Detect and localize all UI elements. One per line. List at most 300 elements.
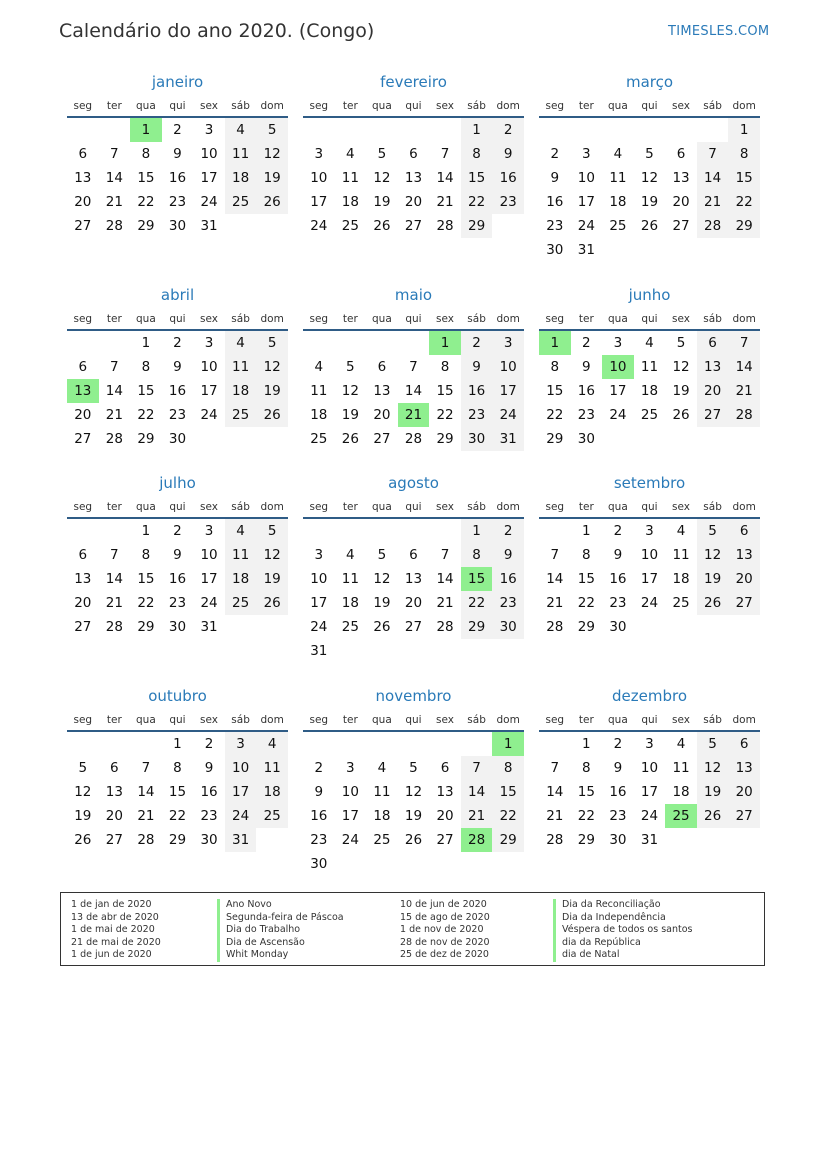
day-cell[interactable]: 23 (310, 832, 328, 848)
day-cell[interactable]: 18 (609, 194, 627, 210)
day-cell[interactable]: 24 (310, 619, 328, 635)
day-cell[interactable]: 30 (492, 615, 524, 639)
day-cell[interactable]: 15 (168, 784, 187, 800)
day-cell[interactable]: 27 (105, 832, 123, 848)
day-cell[interactable]: 14 (105, 170, 123, 186)
day-cell[interactable]: 18 (640, 383, 659, 399)
day-cell[interactable]: 6 (78, 547, 88, 563)
day-cell[interactable]: 20 (404, 595, 423, 611)
day-cell[interactable]: 25 (341, 218, 359, 234)
day-cell[interactable]: 17 (310, 194, 328, 210)
day-cell[interactable]: 6 (78, 359, 88, 375)
day-cell[interactable]: 10 (640, 760, 659, 776)
day-cell[interactable]: 6 (409, 146, 418, 162)
day-cell[interactable]: 30 (577, 431, 595, 447)
day-cell[interactable]: 4 (346, 547, 355, 563)
day-cell[interactable]: 18 (256, 780, 288, 804)
day-cell[interactable]: 4 (645, 335, 654, 351)
day-cell[interactable]: 10 (200, 146, 218, 162)
holiday-day-cell[interactable]: 1 (492, 732, 524, 756)
day-cell[interactable]: 13 (404, 571, 423, 587)
day-cell[interactable]: 5 (377, 547, 387, 563)
day-cell[interactable]: 2 (550, 146, 560, 162)
day-cell[interactable]: 24 (577, 218, 595, 234)
day-cell[interactable]: 26 (404, 832, 423, 848)
day-cell[interactable]: 10 (310, 170, 328, 186)
day-cell[interactable]: 9 (613, 547, 623, 563)
day-cell[interactable]: 21 (105, 595, 123, 611)
day-cell[interactable]: 24 (225, 804, 257, 828)
day-cell[interactable]: 25 (225, 591, 257, 615)
day-cell[interactable]: 15 (546, 383, 564, 399)
day-cell[interactable]: 17 (200, 383, 218, 399)
day-cell[interactable]: 19 (341, 407, 359, 423)
day-cell[interactable]: 23 (168, 595, 187, 611)
day-cell[interactable]: 28 (105, 619, 123, 635)
day-cell[interactable]: 2 (492, 118, 524, 142)
day-cell[interactable]: 24 (341, 832, 359, 848)
day-cell[interactable]: 23 (492, 591, 524, 615)
day-cell[interactable]: 7 (409, 359, 418, 375)
day-cell[interactable]: 9 (173, 547, 182, 563)
day-cell[interactable]: 18 (373, 808, 391, 824)
day-cell[interactable]: 16 (609, 784, 627, 800)
day-cell[interactable]: 23 (168, 194, 187, 210)
day-cell[interactable]: 9 (582, 359, 591, 375)
day-cell[interactable]: 12 (74, 784, 92, 800)
day-cell[interactable]: 7 (550, 547, 560, 563)
day-cell[interactable]: 30 (609, 619, 627, 635)
day-cell[interactable]: 15 (492, 780, 524, 804)
day-cell[interactable]: 3 (204, 122, 214, 138)
day-cell[interactable]: 11 (225, 543, 257, 567)
day-cell[interactable]: 31 (577, 242, 595, 258)
day-cell[interactable]: 22 (461, 591, 493, 615)
day-cell[interactable]: 8 (440, 359, 450, 375)
day-cell[interactable]: 15 (436, 383, 454, 399)
day-cell[interactable]: 30 (168, 619, 187, 635)
day-cell[interactable]: 8 (582, 547, 591, 563)
day-cell[interactable]: 17 (310, 595, 328, 611)
day-cell[interactable]: 5 (697, 732, 729, 756)
day-cell[interactable]: 2 (613, 523, 623, 539)
day-cell[interactable]: 27 (697, 403, 729, 427)
day-cell[interactable]: 7 (440, 547, 450, 563)
day-cell[interactable]: 5 (409, 760, 418, 776)
day-cell[interactable]: 8 (461, 543, 493, 567)
day-cell[interactable]: 24 (200, 595, 218, 611)
day-cell[interactable]: 19 (672, 383, 690, 399)
day-cell[interactable]: 9 (173, 146, 182, 162)
holiday-day-cell[interactable]: 15 (461, 567, 493, 591)
day-cell[interactable]: 30 (310, 856, 328, 872)
day-cell[interactable]: 14 (728, 355, 760, 379)
day-cell[interactable]: 29 (461, 214, 493, 238)
day-cell[interactable]: 3 (314, 146, 324, 162)
day-cell[interactable]: 4 (377, 760, 387, 776)
day-cell[interactable]: 12 (256, 355, 288, 379)
day-cell[interactable]: 29 (137, 619, 155, 635)
day-cell[interactable]: 2 (582, 335, 591, 351)
day-cell[interactable]: 16 (168, 571, 187, 587)
day-cell[interactable]: 20 (74, 194, 92, 210)
day-cell[interactable]: 26 (672, 407, 690, 423)
day-cell[interactable]: 19 (404, 808, 423, 824)
day-cell[interactable]: 20 (728, 567, 760, 591)
day-cell[interactable]: 14 (105, 571, 123, 587)
day-cell[interactable]: 6 (676, 146, 686, 162)
day-cell[interactable]: 25 (225, 190, 257, 214)
day-cell[interactable]: 5 (346, 359, 355, 375)
day-cell[interactable]: 15 (137, 170, 155, 186)
day-cell[interactable]: 3 (346, 760, 355, 776)
day-cell[interactable]: 26 (341, 431, 359, 447)
day-cell[interactable]: 11 (256, 756, 288, 780)
day-cell[interactable]: 29 (577, 619, 595, 635)
day-cell[interactable]: 21 (461, 804, 493, 828)
day-cell[interactable]: 27 (74, 431, 92, 447)
day-cell[interactable]: 6 (377, 359, 387, 375)
day-cell[interactable]: 7 (461, 756, 493, 780)
day-cell[interactable]: 25 (225, 403, 257, 427)
day-cell[interactable]: 12 (373, 571, 391, 587)
day-cell[interactable]: 28 (728, 403, 760, 427)
day-cell[interactable]: 1 (461, 519, 493, 543)
day-cell[interactable]: 13 (672, 170, 690, 186)
day-cell[interactable]: 29 (168, 832, 187, 848)
day-cell[interactable]: 18 (672, 571, 690, 587)
day-cell[interactable]: 16 (609, 571, 627, 587)
day-cell[interactable]: 13 (697, 355, 729, 379)
day-cell[interactable]: 26 (373, 218, 391, 234)
day-cell[interactable]: 29 (137, 218, 155, 234)
day-cell[interactable]: 12 (256, 142, 288, 166)
holiday-day-cell[interactable]: 13 (67, 379, 99, 403)
day-cell[interactable]: 6 (409, 547, 418, 563)
day-cell[interactable]: 2 (314, 760, 324, 776)
day-cell[interactable]: 16 (492, 567, 524, 591)
day-cell[interactable]: 3 (225, 732, 257, 756)
day-cell[interactable]: 19 (373, 595, 391, 611)
day-cell[interactable]: 19 (640, 194, 659, 210)
day-cell[interactable]: 8 (550, 359, 560, 375)
day-cell[interactable]: 16 (461, 379, 493, 403)
day-cell[interactable]: 15 (728, 166, 760, 190)
day-cell[interactable]: 5 (256, 118, 288, 142)
day-cell[interactable]: 25 (609, 218, 627, 234)
day-cell[interactable]: 8 (492, 756, 524, 780)
day-cell[interactable]: 29 (137, 431, 155, 447)
day-cell[interactable]: 19 (256, 567, 288, 591)
day-cell[interactable]: 9 (173, 359, 182, 375)
day-cell[interactable]: 2 (461, 331, 493, 355)
day-cell[interactable]: 7 (110, 547, 119, 563)
day-cell[interactable]: 4 (314, 359, 324, 375)
day-cell[interactable]: 14 (436, 170, 454, 186)
day-cell[interactable]: 19 (697, 780, 729, 804)
day-cell[interactable]: 22 (137, 595, 155, 611)
day-cell[interactable]: 20 (728, 780, 760, 804)
holiday-day-cell[interactable]: 25 (665, 804, 697, 828)
day-cell[interactable]: 5 (377, 146, 387, 162)
day-cell[interactable]: 23 (168, 407, 187, 423)
day-cell[interactable]: 12 (404, 784, 423, 800)
day-cell[interactable]: 21 (697, 190, 729, 214)
day-cell[interactable]: 8 (582, 760, 591, 776)
day-cell[interactable]: 31 (225, 828, 257, 852)
day-cell[interactable]: 24 (640, 808, 659, 824)
day-cell[interactable]: 12 (373, 170, 391, 186)
day-cell[interactable]: 17 (200, 571, 218, 587)
day-cell[interactable]: 15 (577, 571, 595, 587)
day-cell[interactable]: 16 (577, 383, 595, 399)
holiday-day-cell[interactable]: 1 (429, 331, 461, 355)
day-cell[interactable]: 2 (204, 736, 214, 752)
day-cell[interactable]: 22 (137, 407, 155, 423)
day-cell[interactable]: 21 (546, 808, 564, 824)
day-cell[interactable]: 14 (137, 784, 155, 800)
day-cell[interactable]: 14 (546, 784, 564, 800)
day-cell[interactable]: 9 (550, 170, 560, 186)
day-cell[interactable]: 22 (168, 808, 187, 824)
day-cell[interactable]: 19 (256, 379, 288, 403)
day-cell[interactable]: 9 (492, 142, 524, 166)
day-cell[interactable]: 8 (173, 760, 182, 776)
day-cell[interactable]: 25 (310, 431, 328, 447)
day-cell[interactable]: 11 (672, 760, 690, 776)
site-link[interactable]: TIMESLES.COM (668, 24, 770, 39)
day-cell[interactable]: 1 (582, 736, 591, 752)
day-cell[interactable]: 18 (341, 595, 359, 611)
day-cell[interactable]: 19 (256, 166, 288, 190)
day-cell[interactable]: 23 (577, 407, 595, 423)
day-cell[interactable]: 10 (577, 170, 595, 186)
day-cell[interactable]: 20 (74, 595, 92, 611)
day-cell[interactable]: 27 (74, 619, 92, 635)
day-cell[interactable]: 30 (609, 832, 627, 848)
day-cell[interactable]: 21 (728, 379, 760, 403)
day-cell[interactable]: 8 (141, 359, 151, 375)
day-cell[interactable]: 15 (577, 784, 595, 800)
day-cell[interactable]: 1 (461, 118, 493, 142)
day-cell[interactable]: 23 (609, 808, 627, 824)
day-cell[interactable]: 17 (609, 383, 627, 399)
day-cell[interactable]: 16 (546, 194, 564, 210)
day-cell[interactable]: 11 (672, 547, 690, 563)
day-cell[interactable]: 13 (373, 383, 391, 399)
day-cell[interactable]: 20 (672, 194, 690, 210)
day-cell[interactable]: 14 (404, 383, 423, 399)
day-cell[interactable]: 8 (141, 146, 151, 162)
day-cell[interactable]: 3 (645, 736, 654, 752)
day-cell[interactable]: 31 (200, 218, 218, 234)
day-cell[interactable]: 29 (728, 214, 760, 238)
day-cell[interactable]: 27 (404, 619, 423, 635)
day-cell[interactable]: 8 (141, 547, 151, 563)
day-cell[interactable]: 11 (609, 170, 627, 186)
day-cell[interactable]: 30 (168, 218, 187, 234)
holiday-day-cell[interactable]: 1 (130, 118, 162, 142)
day-cell[interactable]: 27 (436, 832, 454, 848)
day-cell[interactable]: 30 (168, 431, 187, 447)
day-cell[interactable]: 17 (200, 170, 218, 186)
day-cell[interactable]: 23 (492, 190, 524, 214)
day-cell[interactable]: 3 (314, 547, 324, 563)
day-cell[interactable]: 1 (728, 118, 760, 142)
day-cell[interactable]: 19 (373, 194, 391, 210)
day-cell[interactable]: 17 (492, 379, 524, 403)
day-cell[interactable]: 21 (137, 808, 155, 824)
day-cell[interactable]: 17 (225, 780, 257, 804)
day-cell[interactable]: 18 (225, 166, 257, 190)
day-cell[interactable]: 22 (577, 595, 595, 611)
day-cell[interactable]: 26 (697, 804, 729, 828)
day-cell[interactable]: 10 (492, 355, 524, 379)
day-cell[interactable]: 7 (141, 760, 151, 776)
day-cell[interactable]: 1 (582, 523, 591, 539)
day-cell[interactable]: 31 (310, 643, 328, 659)
day-cell[interactable]: 27 (728, 591, 760, 615)
day-cell[interactable]: 27 (728, 804, 760, 828)
day-cell[interactable]: 12 (697, 756, 729, 780)
day-cell[interactable]: 28 (137, 832, 155, 848)
day-cell[interactable]: 26 (256, 403, 288, 427)
day-cell[interactable]: 22 (577, 808, 595, 824)
day-cell[interactable]: 17 (577, 194, 595, 210)
day-cell[interactable]: 22 (728, 190, 760, 214)
day-cell[interactable]: 11 (640, 359, 659, 375)
day-cell[interactable]: 28 (436, 218, 454, 234)
day-cell[interactable]: 1 (173, 736, 182, 752)
day-cell[interactable]: 9 (204, 760, 214, 776)
day-cell[interactable]: 20 (404, 194, 423, 210)
day-cell[interactable]: 1 (141, 335, 151, 351)
day-cell[interactable]: 27 (373, 431, 391, 447)
day-cell[interactable]: 11 (225, 142, 257, 166)
day-cell[interactable]: 3 (613, 335, 623, 351)
day-cell[interactable]: 13 (436, 784, 454, 800)
day-cell[interactable]: 6 (440, 760, 450, 776)
day-cell[interactable]: 2 (173, 523, 182, 539)
day-cell[interactable]: 9 (461, 355, 493, 379)
day-cell[interactable]: 16 (168, 383, 187, 399)
day-cell[interactable]: 27 (672, 218, 690, 234)
day-cell[interactable]: 26 (256, 591, 288, 615)
day-cell[interactable]: 20 (105, 808, 123, 824)
day-cell[interactable]: 30 (200, 832, 218, 848)
day-cell[interactable]: 13 (105, 784, 123, 800)
day-cell[interactable]: 18 (341, 194, 359, 210)
day-cell[interactable]: 7 (110, 146, 119, 162)
day-cell[interactable]: 29 (546, 431, 564, 447)
day-cell[interactable]: 30 (461, 427, 493, 451)
day-cell[interactable]: 18 (225, 567, 257, 591)
day-cell[interactable]: 11 (341, 170, 359, 186)
day-cell[interactable]: 15 (137, 383, 155, 399)
day-cell[interactable]: 2 (613, 736, 623, 752)
day-cell[interactable]: 23 (200, 808, 218, 824)
day-cell[interactable]: 4 (613, 146, 623, 162)
day-cell[interactable]: 4 (676, 523, 686, 539)
day-cell[interactable]: 7 (550, 760, 560, 776)
day-cell[interactable]: 31 (640, 832, 659, 848)
holiday-day-cell[interactable]: 10 (602, 355, 634, 379)
day-cell[interactable]: 28 (697, 214, 729, 238)
day-cell[interactable]: 22 (492, 804, 524, 828)
day-cell[interactable]: 9 (314, 784, 324, 800)
day-cell[interactable]: 26 (373, 619, 391, 635)
day-cell[interactable]: 6 (697, 331, 729, 355)
day-cell[interactable]: 25 (640, 407, 659, 423)
day-cell[interactable]: 23 (546, 218, 564, 234)
day-cell[interactable]: 26 (74, 832, 92, 848)
day-cell[interactable]: 4 (256, 732, 288, 756)
day-cell[interactable]: 21 (546, 595, 564, 611)
day-cell[interactable]: 10 (225, 756, 257, 780)
day-cell[interactable]: 25 (373, 832, 391, 848)
day-cell[interactable]: 29 (492, 828, 524, 852)
day-cell[interactable]: 21 (105, 194, 123, 210)
day-cell[interactable]: 21 (436, 595, 454, 611)
day-cell[interactable]: 13 (728, 543, 760, 567)
day-cell[interactable]: 13 (404, 170, 423, 186)
day-cell[interactable]: 6 (110, 760, 119, 776)
day-cell[interactable]: 31 (492, 427, 524, 451)
day-cell[interactable]: 10 (640, 547, 659, 563)
day-cell[interactable]: 29 (461, 615, 493, 639)
day-cell[interactable]: 22 (137, 194, 155, 210)
day-cell[interactable]: 19 (74, 808, 92, 824)
day-cell[interactable]: 6 (728, 519, 760, 543)
day-cell[interactable]: 10 (200, 359, 218, 375)
day-cell[interactable]: 19 (697, 567, 729, 591)
day-cell[interactable]: 3 (204, 335, 214, 351)
day-cell[interactable]: 30 (546, 242, 564, 258)
holiday-day-cell[interactable]: 21 (398, 403, 430, 427)
day-cell[interactable]: 4 (225, 519, 257, 543)
day-cell[interactable]: 24 (200, 407, 218, 423)
day-cell[interactable]: 11 (373, 784, 391, 800)
day-cell[interactable]: 28 (436, 619, 454, 635)
day-cell[interactable]: 14 (546, 571, 564, 587)
day-cell[interactable]: 13 (74, 170, 92, 186)
day-cell[interactable]: 7 (440, 146, 450, 162)
day-cell[interactable]: 14 (436, 571, 454, 587)
day-cell[interactable]: 3 (645, 523, 654, 539)
day-cell[interactable]: 12 (672, 359, 690, 375)
day-cell[interactable]: 24 (640, 595, 659, 611)
day-cell[interactable]: 11 (341, 571, 359, 587)
day-cell[interactable]: 2 (173, 122, 182, 138)
day-cell[interactable]: 25 (256, 804, 288, 828)
day-cell[interactable]: 23 (609, 595, 627, 611)
day-cell[interactable]: 27 (74, 218, 92, 234)
day-cell[interactable]: 3 (204, 523, 214, 539)
day-cell[interactable]: 5 (78, 760, 88, 776)
day-cell[interactable]: 18 (672, 784, 690, 800)
day-cell[interactable]: 4 (676, 736, 686, 752)
day-cell[interactable]: 8 (461, 142, 493, 166)
day-cell[interactable]: 3 (492, 331, 524, 355)
day-cell[interactable]: 20 (373, 407, 391, 423)
day-cell[interactable]: 20 (74, 407, 92, 423)
day-cell[interactable]: 2 (173, 335, 182, 351)
day-cell[interactable]: 7 (110, 359, 119, 375)
day-cell[interactable]: 6 (78, 146, 88, 162)
day-cell[interactable]: 31 (200, 619, 218, 635)
day-cell[interactable]: 29 (577, 832, 595, 848)
day-cell[interactable]: 28 (404, 431, 423, 447)
